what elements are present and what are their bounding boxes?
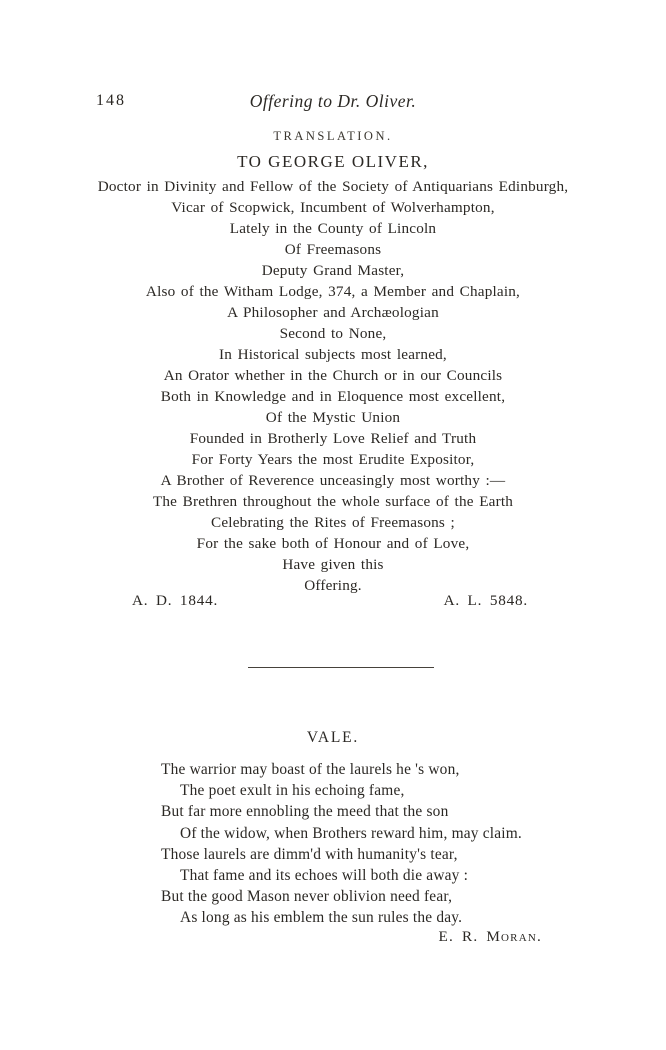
dedication-heading: TO GEORGE OLIVER,	[237, 152, 429, 171]
dedication-line: A Philosopher and Archæologian	[227, 304, 439, 321]
dedication-line: Of Freemasons	[284, 241, 382, 258]
date-anno-lucis: A. L. 5848.	[443, 592, 528, 609]
dedication-line: Founded in Brotherly Love Relief and Truth	[189, 430, 477, 447]
poem-line: As long as his emblem the sun rules the day.	[180, 909, 463, 927]
dedication-line: The Brethren throughout the whole surface of the Earth	[152, 493, 514, 510]
dedication-line: Also of the Witham Lodge, 374, a Member and Chaplain,	[145, 283, 521, 300]
poem-line: Of the widow, when Brothers reward him, may claim.	[180, 824, 522, 842]
dedication-line: Doctor in Divinity and Fellow of the Society of Antiquarians Edinburgh,	[97, 178, 569, 195]
dedication-line: Both in Knowledge and in Eloquence most excellent,	[160, 388, 506, 405]
dedication-line: Second to None,	[279, 325, 387, 342]
poem-line: That fame and its echoes will both die away :	[180, 866, 469, 884]
dedication-line: Lately in the County of Lincoln	[229, 220, 437, 237]
dedication-line: For Forty Years the most Erudite Expositor,	[191, 451, 475, 468]
poem-line: But the good Mason never oblivion need fear,	[161, 888, 453, 906]
dedication-line: Of the Mystic Union	[265, 409, 401, 426]
dedication-line: For the sake both of Honour and of Love,	[196, 535, 470, 552]
poem-line: The warrior may boast of the laurels he 's won,	[161, 761, 460, 778]
dedication-line: Deputy Grand Master,	[261, 262, 405, 279]
poem-title: VALE.	[306, 729, 360, 746]
poem-line: But far more ennobling the meed that the son	[161, 803, 449, 821]
poem-line: Those laurels are dimm'd with humanity's tear,	[161, 845, 458, 863]
dedication-line: In Historical subjects most learned,	[219, 346, 447, 363]
dedication-line: Have given this	[282, 556, 384, 573]
poem-signature: E. R. Moran.	[438, 928, 542, 945]
section-divider	[248, 667, 434, 668]
dedication-text	[40, 176, 626, 596]
poem-line: The poet exult in his echoing fame,	[180, 782, 405, 800]
date-row	[132, 592, 528, 610]
translation-label: TRANSLATION.	[273, 129, 393, 143]
dedication-line: Vicar of Scopwick, Incumbent of Wolverhampton,	[171, 199, 495, 216]
running-title: Offering to Dr. Oliver.	[249, 91, 417, 111]
dedication-line: Celebrating the Rites of Freemasons ;	[211, 514, 455, 531]
running-head	[0, 91, 666, 112]
dedication-line: A Brother of Reverence unceasingly most worthy :—	[160, 472, 506, 489]
dedication-line: An Orator whether in the Church or in our Councils	[163, 367, 503, 384]
page-number: 148	[96, 92, 126, 109]
dedication-line: Offering.	[304, 577, 362, 594]
poem-text	[161, 759, 522, 929]
date-anno-domini: A. D. 1844.	[132, 592, 219, 609]
